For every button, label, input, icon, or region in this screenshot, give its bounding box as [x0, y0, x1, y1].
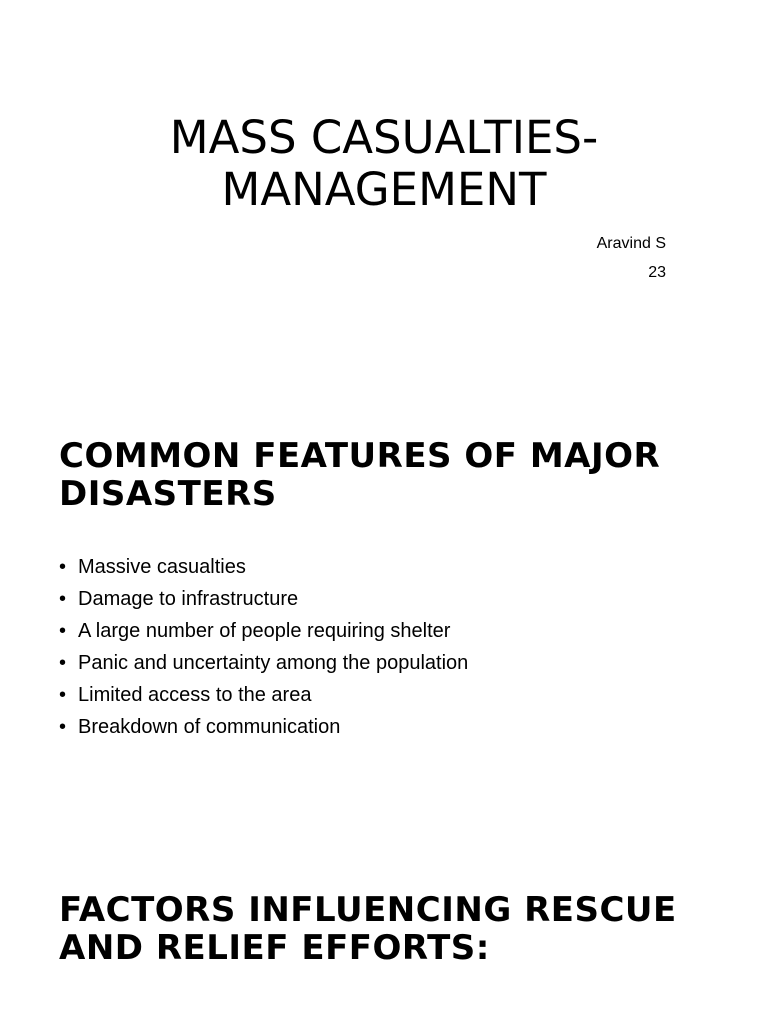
list-item [59, 615, 739, 647]
section-rescue-factors [59, 891, 739, 967]
list-item-text: Breakdown of communication [78, 716, 341, 738]
list-item [59, 711, 739, 743]
bullet-icon: • [59, 588, 67, 610]
list-item-text: Panic and uncertainty among the population [78, 652, 469, 674]
list-item [59, 647, 739, 679]
heading-line-2: AND RELIEF EFFORTS: [59, 928, 490, 968]
list-item-text: Limited access to the area [78, 684, 312, 706]
bullet-icon: • [59, 556, 67, 578]
list-item [59, 583, 739, 615]
list-item-text: Massive casualties [78, 556, 246, 578]
bullet-icon: • [59, 716, 67, 738]
author-number: 23 [648, 264, 666, 281]
list-item-text: Damage to infrastructure [78, 588, 299, 610]
heading-line-2: DISASTERS [59, 474, 277, 514]
bullet-list [59, 551, 739, 743]
section-common-features [59, 437, 739, 743]
subtitle [597, 229, 666, 287]
author-name: Aravind S [596, 235, 666, 252]
bullet-icon: • [59, 684, 67, 706]
list-item [59, 551, 739, 583]
section-heading [59, 891, 739, 967]
bullet-icon: • [59, 620, 67, 642]
title-line-1: MASS CASUALTIES- [169, 111, 599, 164]
title-line-2: MANAGEMENT [221, 163, 547, 216]
page-title [0, 112, 768, 216]
heading-line-1: COMMON FEATURES OF MAJOR [59, 436, 661, 476]
section-heading [59, 437, 739, 513]
heading-line-1: FACTORS INFLUENCING RESCUE [59, 890, 677, 930]
list-item-text: A large number of people requiring shelter [78, 620, 451, 642]
list-item [59, 679, 739, 711]
bullet-icon: • [59, 652, 67, 674]
title-slide [0, 0, 768, 330]
